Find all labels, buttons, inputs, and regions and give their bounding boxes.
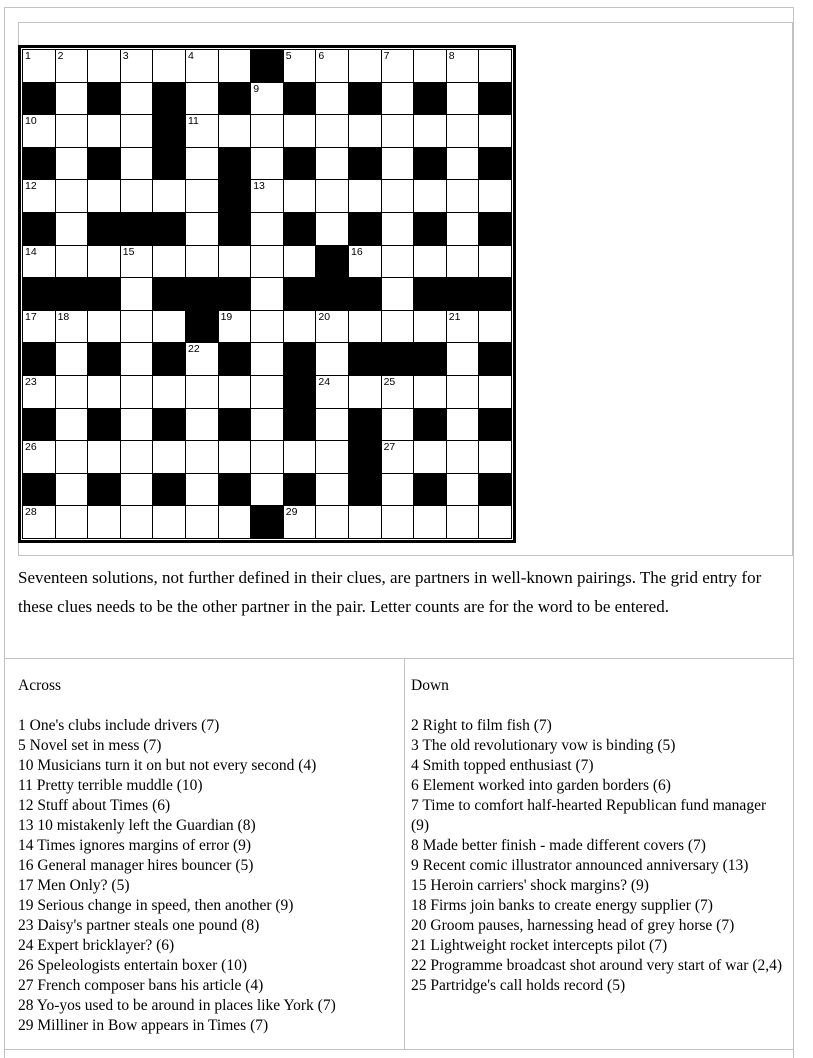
grid-cell [88,246,120,278]
grid-cell-number: 21 [448,310,461,323]
clue-item: 5 Novel set in mess (7) [18,737,162,754]
grid-cell [251,115,283,147]
grid-cell [56,148,88,180]
grid-cell-black [447,278,479,310]
grid-cell-black [219,213,251,245]
grid-cell [447,83,479,115]
grid-cell [316,409,348,441]
grid-cell-number: 27 [383,441,396,454]
grid-cell [447,180,479,212]
grid-cell [316,115,348,147]
grid-cell-number: 5 [285,50,292,62]
grid-cell-black [382,343,414,375]
grid-cell [56,115,88,147]
grid-cell [23,506,55,538]
grid-cell [316,180,348,212]
grid-cell [23,376,55,408]
grid-cell [251,474,283,506]
grid-cell [121,50,153,82]
grid-cell [414,50,446,82]
grid-cell [121,246,153,278]
grid-cell [186,246,218,278]
grid-cell-black [88,409,120,441]
grid-cell [447,311,479,343]
grid-cell [414,246,446,278]
grid-cell [382,246,414,278]
grid-cell [414,506,446,538]
grid-cell-black [153,83,185,115]
grid-cell [251,83,283,115]
grid-cell-black [349,343,381,375]
grid-cell-black [219,278,251,310]
grid-cell [284,115,316,147]
clue-item: 21 Lightweight rocket intercepts pilot (7) [411,937,668,954]
grid-cell-number: 1 [25,50,31,62]
grid-cell-black [153,213,185,245]
clue-item: 15 Heroin carriers' shock margins? (9) [411,877,649,894]
grid-cell-black [284,213,316,245]
clue-item: 2 Right to film fish (7) [411,717,552,734]
grid-cell-black [23,213,55,245]
grid-cell [88,180,120,212]
grid-cell-black [316,246,348,278]
grid-cell [316,474,348,506]
grid-cell [447,441,479,473]
grid-cell [251,246,283,278]
grid-cell [219,246,251,278]
grid-cell [284,506,316,538]
grid-cell-black [153,148,185,180]
clue-item: 13 10 mistakenly left the Guardian (8) [18,817,256,834]
clue-item: 3 The old revolutionary vow is binding (5) [411,737,676,754]
grid-cell-black [284,343,316,375]
grid-cell [186,506,218,538]
grid-cell-black [349,278,381,310]
grid-cell [382,148,414,180]
grid-cell [479,506,511,538]
grid-cell-black [23,343,55,375]
clue-item: 18 Firms join banks to create energy supplier (7) [411,897,713,914]
grid-cell-number: 8 [448,50,455,62]
grid-cell [447,115,479,147]
grid-cell [251,441,283,473]
grid-cell [88,506,120,538]
grid-cell [447,343,479,375]
grid-cell-number: 3 [122,50,129,62]
grid-cell-black [56,278,88,310]
down-clue-list [411,716,791,996]
grid-cell [186,441,218,473]
across-section [18,676,396,1036]
grid-cell-black [186,311,218,343]
grid-cell [479,246,511,278]
grid-cell [316,83,348,115]
grid-cell [23,246,55,278]
grid-cell-number: 4 [188,50,194,62]
grid-cell-black [153,343,185,375]
table-border-left [4,7,5,1058]
grid-cell-number: 6 [318,50,325,62]
clue-item: 23 Daisy's partner steals one pound (8) [18,917,260,934]
grid-cell-black [349,148,381,180]
grid-cell-black [479,409,511,441]
grid-cell-number: 16 [351,245,363,258]
grid-cell [447,213,479,245]
grid-cell [153,50,185,82]
grid-cell-number: 19 [220,310,233,323]
grid-cell-black [219,474,251,506]
grid-cell [121,115,153,147]
grid-cell-black [479,343,511,375]
grid-cell [479,441,511,473]
grid-cell [219,311,251,343]
grid-cell-number: 2 [57,50,64,62]
grid-cell-number: 28 [25,506,37,519]
grid-cell-black [219,148,251,180]
grid-cell [121,409,153,441]
grid-cell [153,441,185,473]
grid-cell [56,376,88,408]
grid-cell-black [219,409,251,441]
grid-cell [316,213,348,245]
grid-cell [251,148,283,180]
grid-cell-black [23,474,55,506]
grid-cell-black [23,148,55,180]
grid-cell-number: 15 [122,245,135,258]
grid-cell-number: 12 [25,180,37,193]
clue-item: 29 Milliner in Bow appears in Times (7) [18,1017,269,1034]
grid-cell [153,246,185,278]
grid-cell [153,506,185,538]
table-border-clues-top [4,658,794,659]
grid-cell-number: 10 [25,115,37,128]
grid-cell-number: 13 [253,180,265,193]
clue-item: 8 Made better finish - made different covers (7) [411,837,706,854]
grid-cell [251,311,283,343]
grid-cell [186,50,218,82]
grid-cell [153,180,185,212]
grid-cell [447,50,479,82]
grid-cell [56,180,88,212]
grid-cell [56,409,88,441]
grid-cell [349,115,381,147]
grid-cell [219,506,251,538]
grid-cell-black [284,376,316,408]
grid-cell [447,246,479,278]
grid-cell [56,343,88,375]
grid-cell-black [479,83,511,115]
clue-item: 12 Stuff about Times (6) [18,797,171,814]
grid-cell [251,376,283,408]
grid-cell [316,343,348,375]
grid-cell [382,506,414,538]
grid-cell-number: 14 [25,245,37,258]
grid-cell-black [284,474,316,506]
grid-cell-black [251,506,283,538]
grid-cell [479,376,511,408]
grid-cell [382,115,414,147]
grid-cell [251,213,283,245]
clue-item: 6 Element worked into garden borders (6) [411,777,671,794]
crossword-grid [18,45,516,543]
grid-cell [382,180,414,212]
grid-cell [186,83,218,115]
grid-cell [23,441,55,473]
grid-cell-black [88,148,120,180]
grid-cell [382,278,414,310]
clue-item: 20 Groom pauses, harnessing head of grey horse (7) [411,917,735,934]
grid-cell-black [316,278,348,310]
grid-cell-black [349,474,381,506]
grid-cell [88,376,120,408]
grid-cell [316,50,348,82]
grid-cell [153,376,185,408]
grid-cell-black [219,343,251,375]
grid-cell [56,83,88,115]
grid-cell-black [23,83,55,115]
grid-cell [479,50,511,82]
grid-cell [88,441,120,473]
grid-cell-black [23,278,55,310]
grid-cell-black [414,343,446,375]
table-border-top [4,7,794,8]
grid-cell-number: 23 [25,376,37,388]
grid-cell [479,180,511,212]
grid-cell [219,441,251,473]
clue-item: 22 Programme broadcast shot around very start of war (2,4) [411,957,783,974]
clue-item: 25 Partridge's call holds record (5) [411,977,626,994]
table-border-column-divider [404,658,405,1049]
preamble-text: Seventeen solutions, not further defined in their clues, are partners in well-known pairings. The grid entry for these clues needs to be the other partner in the pair. Letter counts are for the word to be entered. [18,568,762,616]
grid-cell-black [88,474,120,506]
grid-cell-black [153,278,185,310]
grid-cell [121,376,153,408]
grid-cell-black [349,409,381,441]
grid-cell [23,50,55,82]
grid-cell-black [219,180,251,212]
clue-item: 7 Time to comfort half-hearted Republican fund manager (9) [411,797,767,834]
clue-item: 9 Recent comic illustrator announced anniversary (13) [411,857,749,874]
grid-cell [382,311,414,343]
grid-cell [414,376,446,408]
grid-cell [349,311,381,343]
grid-cell [56,311,88,343]
grid-cell [479,115,511,147]
grid-cell [284,441,316,473]
grid-cell [382,441,414,473]
clue-item: 24 Expert bricklayer? (6) [18,937,175,954]
grid-cell-black [414,83,446,115]
grid-cell-black [153,409,185,441]
grid-cell-black [479,474,511,506]
grid-cell [186,148,218,180]
grid-cell [121,441,153,473]
grid-cell [186,115,218,147]
grid-cell [284,50,316,82]
grid-cell [23,115,55,147]
grid-cell [121,506,153,538]
grid-cell [121,474,153,506]
grid-cell [447,148,479,180]
clue-item: 14 Times ignores margins of error (9) [18,837,252,854]
grid-cell-black [88,83,120,115]
grid-cell [56,474,88,506]
grid-cell [284,180,316,212]
grid-cell [121,311,153,343]
grid-cell [186,376,218,408]
grid-cell [219,376,251,408]
grid-cell-black [284,278,316,310]
grid-cell-black [153,115,185,147]
grid-cell-black [284,409,316,441]
clue-item: 1 One's clubs include drivers (7) [18,717,220,734]
grid-cell [251,409,283,441]
grid-cell [414,115,446,147]
grid-cell-number: 29 [285,506,298,519]
grid-cell [284,246,316,278]
grid-cell [186,180,218,212]
table-border-right [793,7,794,1058]
grid-cell [447,474,479,506]
grid-cell-number: 11 [188,115,199,128]
grid-cell-black [414,148,446,180]
grid-cell-number: 9 [253,82,260,95]
grid-cell-black [414,213,446,245]
grid-cell [382,474,414,506]
grid-cell [121,148,153,180]
grid-cell-number: 7 [383,50,390,62]
grid-cell [56,50,88,82]
grid-cell [349,50,381,82]
grid-cell-black [349,441,381,473]
grid-cell [382,50,414,82]
grid-cell [414,180,446,212]
grid-cell [382,213,414,245]
grid-cell [479,311,511,343]
grid-cell [447,376,479,408]
grid-cell-black [88,343,120,375]
grid-cell-black [284,148,316,180]
grid-cell [186,474,218,506]
grid-cell-number: 22 [188,343,200,356]
grid-cell-black [88,213,120,245]
grid-cell-black [479,148,511,180]
grid-cell [186,213,218,245]
table-border-clues-bottom [4,1049,794,1050]
grid-cell-black [219,83,251,115]
crossword-grid-cells [22,49,512,539]
grid-cell [56,506,88,538]
grid-cell-black [414,278,446,310]
grid-cell [382,83,414,115]
grid-cell [88,50,120,82]
across-title: Across [18,677,62,694]
clue-item: 10 Musicians turn it on but not every second (4) [18,757,317,774]
grid-cell-black [186,278,218,310]
clue-item: 27 French composer bans his article (4) [18,977,264,994]
grid-cell-black [284,83,316,115]
grid-cell [447,506,479,538]
grid-cell [23,311,55,343]
across-clue-list [18,716,396,1036]
clue-item: 26 Speleologists entertain boxer (10) [18,957,248,974]
grid-cell-black [349,213,381,245]
grid-cell [316,311,348,343]
grid-cell [56,213,88,245]
grid-cell [316,148,348,180]
grid-cell [447,409,479,441]
grid-cell [349,246,381,278]
grid-cell-black [479,213,511,245]
grid-cell [121,278,153,310]
grid-cell [316,441,348,473]
clue-item: 16 General manager hires bouncer (5) [18,857,254,874]
grid-cell-number: 25 [383,376,396,388]
grid-cell [121,343,153,375]
grid-cell-black [23,409,55,441]
clue-item: 19 Serious change in speed, then another (9) [18,897,294,914]
grid-cell-number: 20 [318,310,331,323]
grid-cell-black [153,474,185,506]
down-title: Down [411,677,449,694]
grid-cell [186,343,218,375]
grid-cell [284,311,316,343]
grid-cell [121,83,153,115]
grid-cell [316,376,348,408]
grid-cell [23,180,55,212]
grid-cell-black [251,50,283,82]
grid-cell [251,180,283,212]
grid-cell-black [349,83,381,115]
grid-cell [349,376,381,408]
down-section [411,676,791,996]
clue-item: 4 Smith topped enthusiast (7) [411,757,594,774]
grid-cell-black [414,409,446,441]
grid-cell [349,180,381,212]
clue-item: 28 Yo-yos used to be around in places like York (7) [18,997,336,1014]
grid-cell [153,311,185,343]
grid-cell [316,506,348,538]
grid-cell-number: 24 [318,376,331,388]
grid-cell [186,409,218,441]
grid-cell [219,115,251,147]
grid-cell [349,506,381,538]
clue-item: 17 Men Only? (5) [18,877,130,894]
grid-cell-black [479,278,511,310]
grid-cell [88,311,120,343]
grid-cell-black [121,213,153,245]
grid-cell-number: 18 [57,310,70,323]
grid-cell [88,115,120,147]
grid-cell [121,180,153,212]
grid-cell [56,246,88,278]
grid-cell [219,50,251,82]
clue-item: 11 Pretty terrible muddle (10) [18,777,203,794]
grid-cell [382,376,414,408]
grid-cell [382,409,414,441]
grid-cell [414,311,446,343]
grid-cell-black [88,278,120,310]
grid-cell [56,441,88,473]
grid-cell [251,278,283,310]
grid-cell [414,441,446,473]
grid-cell-number: 17 [25,310,37,323]
grid-cell-black [414,474,446,506]
grid-cell [251,343,283,375]
grid-cell-number: 26 [25,441,37,454]
